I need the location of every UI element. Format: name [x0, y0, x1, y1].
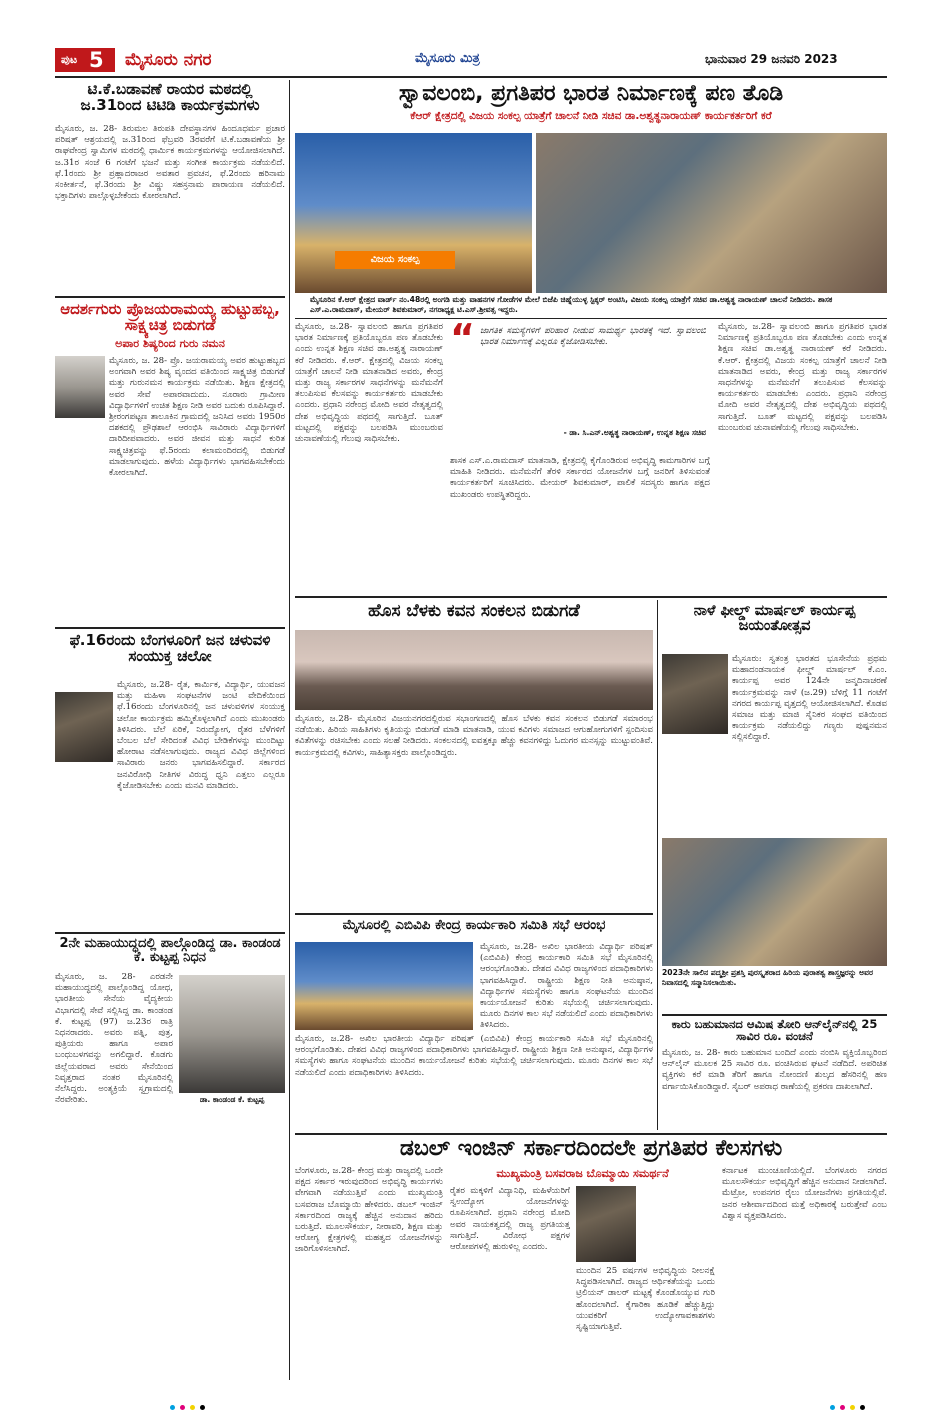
poem-headline: ಹೊಸ ಬೆಳಕು ಕವನ ಸಂಕಲನ ಬಿಡುಗಡೆ — [368, 601, 580, 621]
bottom-body-2: ರೈತರ ಮಕ್ಕಳಿಗೆ ವಿದ್ಯಾನಿಧಿ, ಮಹಿಳೆಯರಿಗೆ ಸ್ವಉದ್ಯೋಗ ಯೋಜನೆಗಳನ್ನು ರೂಪಿಸಲಾಗಿದೆ. ಪ್ರಧಾನಿ ನರೇಂದ್ರ ಮೋದಿ ಅವರ ನಾಯಕತ್ವದಲ್ಲಿ ರಾಜ್ಯ ಪ್ರಗತಿಯತ್ತ ಸಾಗುತ್ತಿದೆ. ವಿರೋಧ ಪಕ್ಷಗಳ ಆರೋಪಗಳಲ್ಲಿ ಹುರುಳಿಲ್ಲ ಎಂದರು. — [450, 1186, 570, 1253]
padmashri-photo — [662, 838, 887, 966]
reg-dot — [830, 1405, 835, 1410]
obit-headline: 2ನೇ ಮಹಾಯುದ್ಧದಲ್ಲಿ ಪಾಲ್ಗೊಂಡಿದ್ದ ಡಾ. ಕಾಂಡಂಡ ಕೆ. ಕುಟ್ಟಪ್ಪ ನಿಧನ — [59, 936, 281, 965]
cariappa-photo — [662, 654, 728, 734]
abvp-body: ಮೈಸೂರು, ಜ.28- ಅಖಿಲ ಭಾರತೀಯ ವಿದ್ಯಾರ್ಥಿ ಪರಿಷತ್ (ಎಬಿವಿಪಿ) ಕೇಂದ್ರ ಕಾರ್ಯಕಾರಿ ಸಮಿತಿ ಸಭೆ ಮೈಸೂರಿನಲ್ಲಿ ಆರಂಭಗೊಂಡಿತು. ದೇಶದ ವಿವಿಧ ರಾಜ್ಯಗಳಿಂದ ಪದಾಧಿಕಾರಿಗಳು ಭಾಗವಹಿಸಿದ್ದಾರೆ. ರಾಷ್ಟ್ರೀಯ ಶಿಕ್ಷಣ ನೀತಿ ಅನುಷ್ಠಾನ, ವಿದ್ಯಾರ್ಥಿಗಳ ಸಮಸ್ಯೆಗಳು ಹಾಗೂ ಸಂಘಟನೆಯ ಮುಂದಿನ ಕಾರ್ಯಯೋಜನೆ ಕುರಿತು ಸಭೆಯಲ್ಲಿ ಚರ್ಚಿಸಲಾಗುವುದು. ಮೂರು ದಿನಗಳ ಕಾಲ ಸಭೆ ನಡೆಯಲಿದೆ ಎಂದು ಪದಾಧಿಕಾರಿಗಳು ತಿಳಿಸಿದರು. — [480, 942, 653, 1030]
abvp-meeting-photo — [295, 942, 473, 1030]
right-column-rule — [657, 600, 658, 1130]
reg-dot — [180, 1405, 185, 1410]
left-column — [55, 80, 285, 1380]
abvp-headline: ಮೈಸೂರಲ್ಲಿ ಎಬಿವಿಪಿ ಕೇಂದ್ರ ಕಾರ್ಯಕಾರಿ ಸಮಿತಿ ಸಭೆ ಆರಂಭ — [342, 917, 606, 933]
bottom-body-3: ಮುಂದಿನ 25 ವರ್ಷಗಳ ಅಭಿವೃದ್ಧಿಯ ನೀಲನಕ್ಷೆ ಸಿದ್ಧಪಡಿಸಲಾಗಿದೆ. ರಾಜ್ಯದ ಆರ್ಥಿಕತೆಯನ್ನು ಒಂದು ಟ್ರಿಲಿಯನ್ ಡಾಲರ್ ಮಟ್ಟಕ್ಕೆ ಕೊಂಡೊಯ್ಯುವ ಗುರಿ ಹೊಂದಲಾಗಿದೆ. ಕೈಗಾರಿಕಾ ಹೂಡಿಕೆ ಹೆಚ್ಚುತ್ತಿದ್ದು ಯುವಕರಿಗೆ ಉದ್ಯೋಗಾವಕಾಶಗಳು ಸೃಷ್ಟಿಯಾಗುತ್ತಿವೆ. — [576, 1266, 715, 1333]
lead-subhead: ಕೆಆರ್ ಕ್ಷೇತ್ರದಲ್ಲಿ ವಿಜಯ ಸಂಕಲ್ಪ ಯಾತ್ರೆಗೆ ಚಾಲನೆ ನೀಡಿ ಸಚಿವ ಡಾ.ಅಶ್ವತ್ಥನಾರಾಯಣ್ ಕಾರ್ಯಕರ್ತರಿಗೆ ಕರೆ — [410, 110, 772, 122]
tk-body: ಮೈಸೂರು, ಜ. 28- ತಿರುಮಲ ತಿರುಪತಿ ದೇವಸ್ಥಾನಗಳ ಹಿಂದೂಧರ್ಮ ಪ್ರಚಾರ ಪರಿಷತ್ ಆಶ್ರಯದಲ್ಲಿ ಜ.31ರಿಂದ ಫೆಬ್ರವರಿ 3ರವರೆಗೆ ಟಿ.ಕೆ.ಬಡಾವಣೆಯ ಶ್ರೀ ರಾಘವೇಂದ್ರ ಸ್ವಾಮಿಗಳ ಮಠದಲ್ಲಿ ಧಾರ್ಮಿಕ ಕಾರ್ಯಕ್ರಮಗಳನ್ನು ಆಯೋಜಿಸಲಾಗಿದೆ. ಜ.31ರ ಸಂಜೆ 6 ಗಂಟೆಗೆ ಭಜನೆ ಮತ್ತು ಸಂಗೀತ ಕಾರ್ಯಕ್ರಮ ನಡೆಯಲಿದೆ. ಫೆ.1ರಂದು ಶ್ರೀ ಪ್ರಹ್ಲಾದರಾಜರ ಅವತಾರ ಪ್ರವಚನ, ಫೆ.2ರಂದು ಹರಿನಾಮ ಸಂಕೀರ್ತನೆ, ಫೆ.3ರಂದು ಶ್ರೀ ವಿಷ್ಣು ಸಹಸ್ರನಾಮ ಪಾರಾಯಣ ನಡೆಯಲಿದೆ. ಭಕ್ತಾದಿಗಳು ಪಾಲ್ಗೊಳ್ಳಬೇಕೆಂದು ಕೋರಲಾಗಿದೆ. — [55, 124, 285, 202]
right-divider — [662, 1014, 887, 1016]
fm-headline: ನಾಳೆ ಫೀಲ್ಡ್ ಮಾರ್ಷಲ್ ಕಾರ್ಯಪ್ಪ ಜಯಂತೋತ್ಸವ — [693, 603, 856, 635]
reg-dot — [840, 1405, 845, 1410]
tk-headline: ಟಿ.ಕೆ.ಬಡಾವಣೆ ರಾಯರ ಮಠದಲ್ಲಿ ಜ.31ರಿಂದ ಟಿಟಿಡಿ ಕಾರ್ಯಕ್ರಮಗಳು — [80, 80, 260, 114]
fraud-body: ಮೈಸೂರು, ಜ. 28- ಕಾರು ಬಹುಮಾನ ಬಂದಿದೆ ಎಂದು ನಂಬಿಸಿ ವ್ಯಕ್ತಿಯೊಬ್ಬರಿಂದ ಆನ್‌ಲೈನ್ ಮೂಲಕ 25 ಸಾವಿರ ರೂ. ವಂಚಿಸಿರುವ ಘಟನೆ ನಡೆದಿದೆ. ಅಪರಿಚಿತ ವ್ಯಕ್ತಿಗಳು ಕರೆ ಮಾಡಿ ತೆರಿಗೆ ಹಾಗೂ ನೋಂದಣಿ ಶುಲ್ಕದ ಹೆಸರಿನಲ್ಲಿ ಹಣ ವರ್ಗಾಯಿಸಿಕೊಂಡಿದ್ದಾರೆ. ಸೈಬರ್ ಅಪರಾಧ ಠಾಣೆಯಲ್ಲಿ ಪ್ರಕರಣ ದಾಖಲಾಗಿದೆ. — [662, 1048, 887, 1092]
left-divider-2 — [55, 627, 285, 629]
poem-bottom-rule — [295, 913, 653, 915]
reg-dot — [170, 1405, 175, 1410]
abvp-body-cont: ಮೈಸೂರು, ಜ.28- ಅಖಿಲ ಭಾರತೀಯ ವಿದ್ಯಾರ್ಥಿ ಪರಿಷತ್ (ಎಬಿವಿಪಿ) ಕೇಂದ್ರ ಕಾರ್ಯಕಾರಿ ಸಮಿತಿ ಸಭೆ ಮೈಸೂರಿನಲ್ಲಿ ಆರಂಭಗೊಂಡಿತು. ದೇಶದ ವಿವಿಧ ರಾಜ್ಯಗಳಿಂದ ಪದಾಧಿಕಾರಿಗಳು ಭಾಗವಹಿಸಿದ್ದಾರೆ. ರಾಷ್ಟ್ರೀಯ ಶಿಕ್ಷಣ ನೀತಿ ಅನುಷ್ಠಾನ, ವಿದ್ಯಾರ್ಥಿಗಳ ಸಮಸ್ಯೆಗಳು ಹಾಗೂ ಸಂಘಟನೆಯ ಮುಂದಿನ ಕಾರ್ಯಯೋಜನೆ ಕುರಿತು ಸಭೆಯಲ್ಲಿ ಚರ್ಚಿಸಲಾಗುವುದು. ಮೂರು ದಿನಗಳ ಕಾಲ ಸಭೆ ನಡೆಯಲಿದೆ ಎಂದು ಪದಾಧಿಕಾರಿಗಳು ತಿಳಿಸಿದರು. — [295, 1034, 653, 1078]
page-number: 5 — [89, 48, 104, 72]
page-label: ಪುಟ — [61, 53, 78, 66]
obit-body: ಮೈಸೂರು, ಜ. 28- ಎರಡನೇ ಮಹಾಯುದ್ಧದಲ್ಲಿ ಪಾಲ್ಗೊಂಡಿದ್ದ ಯೋಧ, ಭಾರತೀಯ ಸೇನೆಯ ವೈದ್ಯಕೀಯ ವಿಭಾಗದಲ್ಲಿ ಸೇವೆ ಸಲ್ಲಿಸಿದ್ದ ಡಾ. ಕಾಂಡಂಡ ಕೆ. ಕುಟ್ಟಪ್ಪ (97) ಜ.23ರ ರಾತ್ರಿ ನಿಧನರಾದರು. ಅವರು ಪತ್ನಿ, ಪುತ್ರ, ಪುತ್ರಿಯರು ಹಾಗೂ ಅಪಾರ ಬಂಧುಬಳಗವನ್ನು ಅಗಲಿದ್ದಾರೆ. ಕೊಡಗು ಜಿಲ್ಲೆಯವರಾದ ಅವರು ಸೇನೆಯಿಂದ ನಿವೃತ್ತರಾದ ನಂತರ ಮೈಸೂರಿನಲ್ಲಿ ನೆಲೆಸಿದ್ದರು. ಅಂತ್ಯಕ್ರಿಯೆ ಸ್ವಗ್ರಾಮದಲ್ಲಿ ನೆರವೇರಿತು. — [55, 972, 173, 1106]
poem-release-photo — [295, 630, 653, 710]
lead-body-1: ಮೈಸೂರು, ಜ.28- ಸ್ವಾವಲಂಬಿ ಹಾಗೂ ಪ್ರಗತಿಪರ ಭಾರತ ನಿರ್ಮಾಣಕ್ಕೆ ಪ್ರತಿಯೊಬ್ಬರೂ ಪಣ ತೊಡಬೇಕು ಎಂದು ಉನ್ನತ ಶಿಕ್ಷಣ ಸಚಿವ ಡಾ.ಅಶ್ವತ್ಥ ನಾರಾಯಣ್ ಕರೆ ನೀಡಿದರು. ಕೆ.ಆರ್. ಕ್ಷೇತ್ರದಲ್ಲಿ ವಿಜಯ ಸಂಕಲ್ಪ ಯಾತ್ರೆಗೆ ಚಾಲನೆ ನೀಡಿ ಮಾತನಾಡಿದ ಅವರು, ಕೇಂದ್ರ ಮತ್ತು ರಾಜ್ಯ ಸರ್ಕಾರಗಳ ಸಾಧನೆಗಳನ್ನು ಮನೆಮನೆಗೆ ತಲುಪಿಸುವ ಕೆಲಸವನ್ನು ಕಾರ್ಯಕರ್ತರು ಮಾಡಬೇಕು ಎಂದರು. ಪ್ರಧಾನಿ ನರೇಂದ್ರ ಮೋದಿ ಅವರ ನೇತೃತ್ವದಲ್ಲಿ ದೇಶ ಅಭಿವೃದ್ಧಿಯ ಪಥದಲ್ಲಿ ಸಾಗುತ್ತಿದೆ. ಬೂತ್ ಮಟ್ಟದಲ್ಲಿ ಪಕ್ಷವನ್ನು ಬಲಪಡಿಸಿ ಮುಂಬರುವ ಚುನಾವಣೆಯಲ್ಲಿ ಗೆಲುವು ಸಾಧಿಸಬೇಕು. — [295, 322, 443, 445]
issue-date: ಭಾನುವಾರ 29 ಜನವರಿ 2023 — [705, 52, 838, 66]
lead-quote: ಜಾಗತಿಕ ಸಮಸ್ಯೆಗಳಿಗೆ ಪರಿಹಾರ ನೀಡುವ ಸಾಮರ್ಥ್ಯ ಭಾರತಕ್ಕೆ ಇದೆ. ಸ್ವಾವಲಂಬಿ ಭಾರತ ನಿರ್ಮಾಣಕ್ಕೆ ಎಲ್ಲರೂ ಕೈಜೋಡಿಸಬೇಕು. — [480, 326, 706, 348]
reg-dot — [190, 1405, 195, 1410]
rally-headline: ಫೆ.16ರಂದು ಬೆಂಗಳೂರಿಗೆ ಜನ ಚಳುವಳಿ ಸಂಯುಕ್ತ ಚಲೋ — [69, 631, 271, 665]
left-column-rule — [289, 80, 290, 1380]
fm-body: ಮೈಸೂರು: ಸ್ವತಂತ್ರ ಭಾರತದ ಭೂಸೇನೆಯ ಪ್ರಥಮ ಮಹಾದಂಡನಾಯಕ ಫೀಲ್ಡ್ ಮಾರ್ಷಲ್ ಕೆ.ಎಂ. ಕಾರ್ಯಪ್ಪ ಅವರ 124ನೇ ಜನ್ಮದಿನಾಚರಣೆ ಕಾರ್ಯಕ್ರಮವನ್ನು ನಾಳೆ (ಜ.29) ಬೆಳಿಗ್ಗೆ 11 ಗಂಟೆಗೆ ನಗರದ ಕಾರ್ಯಪ್ಪ ವೃತ್ತದಲ್ಲಿ ಆಯೋಜಿಸಲಾಗಿದೆ. ಕೊಡವ ಸಮಾಜ ಮತ್ತು ಮಾಜಿ ಸೈನಿಕರ ಸಂಘದ ವತಿಯಿಂದ ಕಾರ್ಯಕ್ರಮ ನಡೆಯಲಿದ್ದು ಗಣ್ಯರು ಪುಷ್ಪನಮನ ಸಲ್ಲಿಸಲಿದ್ದಾರೆ. — [732, 654, 887, 743]
bottom-headline: ಡಬಲ್ ಇಂಜಿನ್ ಸರ್ಕಾರದಿಂದಲೇ ಪ್ರಗತಿಪರ ಕೆಲಸಗಳು — [399, 1136, 783, 1161]
lead-photo-banner: ವಿಜಯ ಸಂಕಲ್ಪ — [335, 251, 455, 269]
bottom-body-1: ಬೆಂಗಳೂರು, ಜ.28- ಕೇಂದ್ರ ಮತ್ತು ರಾಜ್ಯದಲ್ಲಿ ಒಂದೇ ಪಕ್ಷದ ಸರ್ಕಾರ ಇರುವುದರಿಂದ ಅಭಿವೃದ್ಧಿ ಕಾರ್ಯಗಳು ವೇಗವಾಗಿ ನಡೆಯುತ್ತಿವೆ ಎಂದು ಮುಖ್ಯಮಂತ್ರಿ ಬಸವರಾಜ ಬೊಮ್ಮಾಯಿ ಹೇಳಿದರು. ಡಬಲ್ ಇಂಜಿನ್ ಸರ್ಕಾರದಿಂದ ರಾಜ್ಯಕ್ಕೆ ಹೆಚ್ಚಿನ ಅನುದಾನ ಹರಿದು ಬರುತ್ತಿದೆ. ಮೂಲಸೌಕರ್ಯ, ನೀರಾವರಿ, ಶಿಕ್ಷಣ ಮತ್ತು ಆರೋಗ್ಯ ಕ್ಷೇತ್ರಗಳಲ್ಲಿ ಮಹತ್ವದ ಯೋಜನೆಗಳನ್ನು ಜಾರಿಗೊಳಿಸಲಾಗಿದೆ. — [295, 1166, 443, 1255]
bommai-photo — [576, 1186, 636, 1262]
lead-body-2: ಶಾಸಕ ಎಸ್.ಎ.ರಾಮದಾಸ್ ಮಾತನಾಡಿ, ಕ್ಷೇತ್ರದಲ್ಲಿ ಕೈಗೊಂಡಿರುವ ಅಭಿವೃದ್ಧಿ ಕಾಮಗಾರಿಗಳ ಬಗ್ಗೆ ಮಾಹಿತಿ ನೀಡಿದರು. ಮನೆಮನೆಗೆ ತೆರಳಿ ಸರ್ಕಾರದ ಯೋಜನೆಗಳ ಬಗ್ಗೆ ಜನರಿಗೆ ತಿಳಿಸುವಂತೆ ಕಾರ್ಯಕರ್ತರಿಗೆ ಸೂಚಿಸಿದರು. ಮೇಯರ್ ಶಿವಕುಮಾರ್, ಪಾಲಿಕೆ ಸದಸ್ಯರು ಹಾಗೂ ಪಕ್ಷದ ಮುಖಂಡರು ಉಪಸ್ಥಿತರಿದ್ದರು. — [450, 456, 710, 500]
reg-dot — [860, 1405, 865, 1410]
lead-body-3: ಮೈಸೂರು, ಜ.28- ಸ್ವಾವಲಂಬಿ ಹಾಗೂ ಪ್ರಗತಿಪರ ಭಾರತ ನಿರ್ಮಾಣಕ್ಕೆ ಪ್ರತಿಯೊಬ್ಬರೂ ಪಣ ತೊಡಬೇಕು ಎಂದು ಉನ್ನತ ಶಿಕ್ಷಣ ಸಚಿವ ಡಾ.ಅಶ್ವತ್ಥ ನಾರಾಯಣ್ ಕರೆ ನೀಡಿದರು. ಕೆ.ಆರ್. ಕ್ಷೇತ್ರದಲ್ಲಿ ವಿಜಯ ಸಂಕಲ್ಪ ಯಾತ್ರೆಗೆ ಚಾಲನೆ ನೀಡಿ ಮಾತನಾಡಿದ ಅವರು, ಕೇಂದ್ರ ಮತ್ತು ರಾಜ್ಯ ಸರ್ಕಾರಗಳ ಸಾಧನೆಗಳನ್ನು ಮನೆಮನೆಗೆ ತಲುಪಿಸುವ ಕೆಲಸವನ್ನು ಕಾರ್ಯಕರ್ತರು ಮಾಡಬೇಕು ಎಂದರು. ಪ್ರಧಾನಿ ನರೇಂದ್ರ ಮೋದಿ ಅವರ ನೇತೃತ್ವದಲ್ಲಿ ದೇಶ ಅಭಿವೃದ್ಧಿಯ ಪಥದಲ್ಲಿ ಸಾಗುತ್ತಿದೆ. ಬೂತ್ ಮಟ್ಟದಲ್ಲಿ ಪಕ್ಷವನ್ನು ಬಲಪಡಿಸಿ ಮುಂಬರುವ ಚುನಾವಣೆಯಲ್ಲಿ ಗೆಲುವು ಸಾಧಿಸಬೇಕು. — [718, 322, 887, 433]
bottom-top-rule — [295, 1133, 887, 1135]
lead-photo-left — [295, 133, 532, 293]
poem-body: ಮೈಸೂರು, ಜ.28- ಮೈಸೂರಿನ ವಿಜಯನಗರದಲ್ಲಿರುವ ಸಭಾಂಗಣದಲ್ಲಿ ಹೊಸ ಬೆಳಕು ಕವನ ಸಂಕಲನ ಬಿಡುಗಡೆ ಸಮಾರಂಭ ನಡೆಯಿತು. ಹಿರಿಯ ಸಾಹಿತಿಗಳು ಕೃತಿಯನ್ನು ಬಿಡುಗಡೆ ಮಾಡಿ ಮಾತನಾಡಿ, ಯುವ ಕವಿಗಳು ಸಮಾಜದ ಆಗುಹೋಗುಗಳಿಗೆ ಸ್ಪಂದಿಸುವ ಕವಿತೆಗಳನ್ನು ರಚಿಸಬೇಕು ಎಂದು ಸಲಹೆ ನೀಡಿದರು. ಸಂಕಲನದಲ್ಲಿ ಐವತ್ತಕ್ಕೂ ಹೆಚ್ಚು ಕವನಗಳಿದ್ದು ಓದುಗರ ಮನಸ್ಸನ್ನು ಮುಟ್ಟುವಂತಿವೆ. ಕಾರ್ಯಕ್ರಮದಲ್ಲಿ ಕವಿಗಳು, ಸಾಹಿತ್ಯಾಸಕ್ತರು ಪಾಲ್ಗೊಂಡಿದ್ದರು. — [295, 714, 653, 758]
page-label-box — [55, 48, 115, 72]
adarsha-subhead: ಅಪಾರ ಶಿಷ್ಯರಿಂದ ಗುರು ನಮನ — [115, 337, 225, 350]
adarsha-headline: ಆದರ್ಶಗುರು ಪ್ರೊಜಯರಾಮಯ್ಯ ಹುಟ್ಟುಹಬ್ಬ, ಸಾಕ್ಷ್ಯಚಿತ್ರ ಬಿಡುಗಡೆ — [60, 300, 280, 334]
reg-dot — [850, 1405, 855, 1410]
color-registration-marks — [0, 1404, 945, 1412]
paper-name: ಮೈಸೂರು ಮಿತ್ರ — [415, 51, 480, 66]
bottom-body-4: ಕರ್ನಾಟಕ ಮುಂಚೂಣಿಯಲ್ಲಿದೆ. ಬೆಂಗಳೂರು ನಗರದ ಮೂಲಸೌಕರ್ಯ ಅಭಿವೃದ್ಧಿಗೆ ಹೆಚ್ಚಿನ ಅನುದಾನ ನೀಡಲಾಗಿದೆ. ಮೆಟ್ರೋ, ಉಪನಗರ ರೈಲು ಯೋಜನೆಗಳು ಪ್ರಗತಿಯಲ್ಲಿವೆ. ಜನರ ಆಶೀರ್ವಾದದಿಂದ ಮತ್ತೆ ಅಧಿಕಾರಕ್ಕೆ ಬರುತ್ತೇವೆ ಎಂಬ ವಿಶ್ವಾಸ ವ್ಯಕ್ತಪಡಿಸಿದರು. — [722, 1166, 887, 1221]
quote-mark: “ — [450, 322, 475, 360]
kuttappa-photo — [179, 975, 285, 1093]
kuttappa-caption: ಡಾ. ಕಾಂಡಂಡ ಕೆ. ಕುಟ್ಟಪ್ಪ — [199, 1095, 265, 1104]
rally-body: ಮೈಸೂರು, ಜ.28- ರೈತ, ಕಾರ್ಮಿಕ, ವಿದ್ಯಾರ್ಥಿ, ಯುವಜನ ಮತ್ತು ಮಹಿಳಾ ಸಂಘಟನೆಗಳ ಜಂಟಿ ವೇದಿಕೆಯಿಂದ ಫೆ.16ರಂದು ಬೆಂಗಳೂರಿನಲ್ಲಿ ಜನ ಚಳುವಳಿಗಳ ಸಂಯುಕ್ತ ಚಲೋ ಕಾರ್ಯಕ್ರಮ ಹಮ್ಮಿಕೊಳ್ಳಲಾಗಿದೆ ಎಂದು ಮುಖಂಡರು ತಿಳಿಸಿದರು. ಬೆಲೆ ಏರಿಕೆ, ನಿರುದ್ಯೋಗ, ರೈತರ ಬೆಳೆಗಳಿಗೆ ಬೆಂಬಲ ಬೆಲೆ ಸೇರಿದಂತೆ ವಿವಿಧ ಬೇಡಿಕೆಗಳನ್ನು ಮುಂದಿಟ್ಟು ಹೋರಾಟ ನಡೆಸಲಾಗುವುದು. ರಾಜ್ಯದ ವಿವಿಧ ಜಿಲ್ಲೆಗಳಿಂದ ಸಾವಿರಾರು ಜನರು ಭಾಗವಹಿಸಲಿದ್ದಾರೆ. ಸರ್ಕಾರದ ಜನವಿರೋಧಿ ನೀತಿಗಳ ವಿರುದ್ಧ ಧ್ವನಿ ಎತ್ತಲು ಎಲ್ಲರೂ ಕೈಜೋಡಿಸಬೇಕು ಎಂದು ಮನವಿ ಮಾಡಿದರು. — [117, 680, 285, 791]
fraud-headline: ಕಾರು ಬಹುಮಾನದ ಆಮಿಷ ತೋರಿ ಆನ್‌ಲೈನ್‌ನಲ್ಲಿ 25 ಸಾವಿರ ರೂ. ವಂಚನೆ — [671, 1017, 878, 1044]
bottom-subhead: ಮುಖ್ಯಮಂತ್ರಿ ಬಸವರಾಜ ಬೊಮ್ಮಾಯಿ ಸಮರ್ಥನೆ — [496, 1167, 669, 1180]
adarsha-body: ಮೈಸೂರು, ಜ. 28- ಪ್ರೊ. ಜಯರಾಮಯ್ಯ ಅವರ ಹುಟ್ಟುಹಬ್ಬದ ಅಂಗವಾಗಿ ಅವರ ಶಿಷ್ಯ ವೃಂದದ ವತಿಯಿಂದ ಸಾಕ್ಷ್ಯಚಿತ್ರ ಬಿಡುಗಡೆ ಮತ್ತು ಗುರುನಮನ ಕಾರ್ಯಕ್ರಮ ನಡೆಯಿತು. ಶಿಕ್ಷಣ ಕ್ಷೇತ್ರದಲ್ಲಿ ಅವರ ಸೇವೆ ಅಪಾರವಾದುದು. ನೂರಾರು ಗ್ರಾಮೀಣ ವಿದ್ಯಾರ್ಥಿಗಳಿಗೆ ಉಚಿತ ಶಿಕ್ಷಣ ನೀಡಿ ಅವರ ಬದುಕು ರೂಪಿಸಿದ್ದಾರೆ. ಶ್ರೀರಂಗಪಟ್ಟಣ ತಾಲೂಕಿನ ಗ್ರಾಮದಲ್ಲಿ ಜನಿಸಿದ ಅವರು 1950ರ ದಶಕದಲ್ಲಿ ಪ್ರೌಢಶಾಲೆ ಆರಂಭಿಸಿ ಸಾವಿರಾರು ವಿದ್ಯಾರ್ಥಿಗಳಿಗೆ ದಾರಿದೀಪವಾದರು. ಅವರ ಜೀವನ ಮತ್ತು ಸಾಧನೆ ಕುರಿತ ಸಾಕ್ಷ್ಯಚಿತ್ರವನ್ನು ಫೆ.5ರಂದು ಕಲಾಮಂದಿರದಲ್ಲಿ ಬಿಡುಗಡೆ ಮಾಡಲಾಗುವುದು. ಹಳೆಯ ವಿದ್ಯಾರ್ಥಿಗಳು ಭಾಗವಹಿಸಬೇಕೆಂದು ಕೋರಲಾಗಿದೆ. — [109, 356, 285, 479]
lead-caption: ಮೈಸೂರಿನ ಕೆ.ಆರ್ ಕ್ಷೇತ್ರದ ವಾರ್ಡ್ ನಂ.48ರಲ್ಲಿ ಅಂಗಡಿ ಮತ್ತು ವಾಹನಗಳ ಗೋಡೆಗಳ ಮೇಲೆ ಬಿಜೆಪಿ ಚಿಹ್ನೆಯುಳ್ಳ ಸ್ಟಿಕ್ಕರ್ ಅಂಟಿಸಿ, ವಿಜಯ ಸಂಕಲ್ಪ ಯಾತ್ರೆಗೆ ಸಚಿವ ಡಾ.ಅಶ್ವತ್ಥ ನಾರಾಯಣ್ ಚಾಲನೆ ನೀಡಿದರು. ಶಾಸಕ ಎಸ್.ಎ.ರಾಮದಾಸ್, ಮೇಯರ್ ಶಿವಕುಮಾರ್, ನಗರಾಧ್ಯಕ್ಷ ಟಿ.ಎಸ್.ಶ್ರೀವತ್ಸ ಇದ್ದರು. — [310, 295, 833, 314]
lead-quote-box — [450, 322, 710, 450]
section-name: ಮೈಸೂರು ನಗರ — [125, 50, 212, 70]
reg-dot — [200, 1405, 205, 1410]
masthead-rule — [55, 76, 887, 78]
left-divider-3 — [55, 932, 285, 934]
jayaramaiah-photo — [55, 356, 105, 418]
lead-photo-right — [536, 133, 887, 293]
lead-quote-author: - ಡಾ. ಸಿ.ಎನ್.ಅಶ್ವತ್ಥ ನಾರಾಯಣ್, ಉನ್ನತ ಶಿಕ್ಷಣ ಸಚಿವ — [563, 428, 706, 437]
lead-caption-rule — [295, 318, 887, 319]
left-divider-1 — [55, 296, 285, 298]
rally-speaker-photo — [55, 692, 113, 762]
lead-headline: ಸ್ವಾವಲಂಬಿ, ಪ್ರಗತಿಪರ ಭಾರತ ನಿರ್ಮಾಣಕ್ಕೆ ಪಣ ತೊಡಿ — [398, 81, 784, 106]
lead-bottom-rule — [295, 596, 887, 598]
padmashri-caption: 2023ನೇ ಸಾಲಿನ ಪದ್ಮಶ್ರೀ ಪ್ರಶಸ್ತಿ ಪುರಸ್ಕೃತರಾದ ಹಿರಿಯ ಪುರಾತತ್ವ ಶಾಸ್ತ್ರಜ್ಞರನ್ನು ಅವರ ನಿವಾಸದಲ್ಲಿ ಸನ್ಮಾನಿಸಲಾಯಿತು. — [662, 968, 873, 987]
masthead — [0, 45, 945, 75]
